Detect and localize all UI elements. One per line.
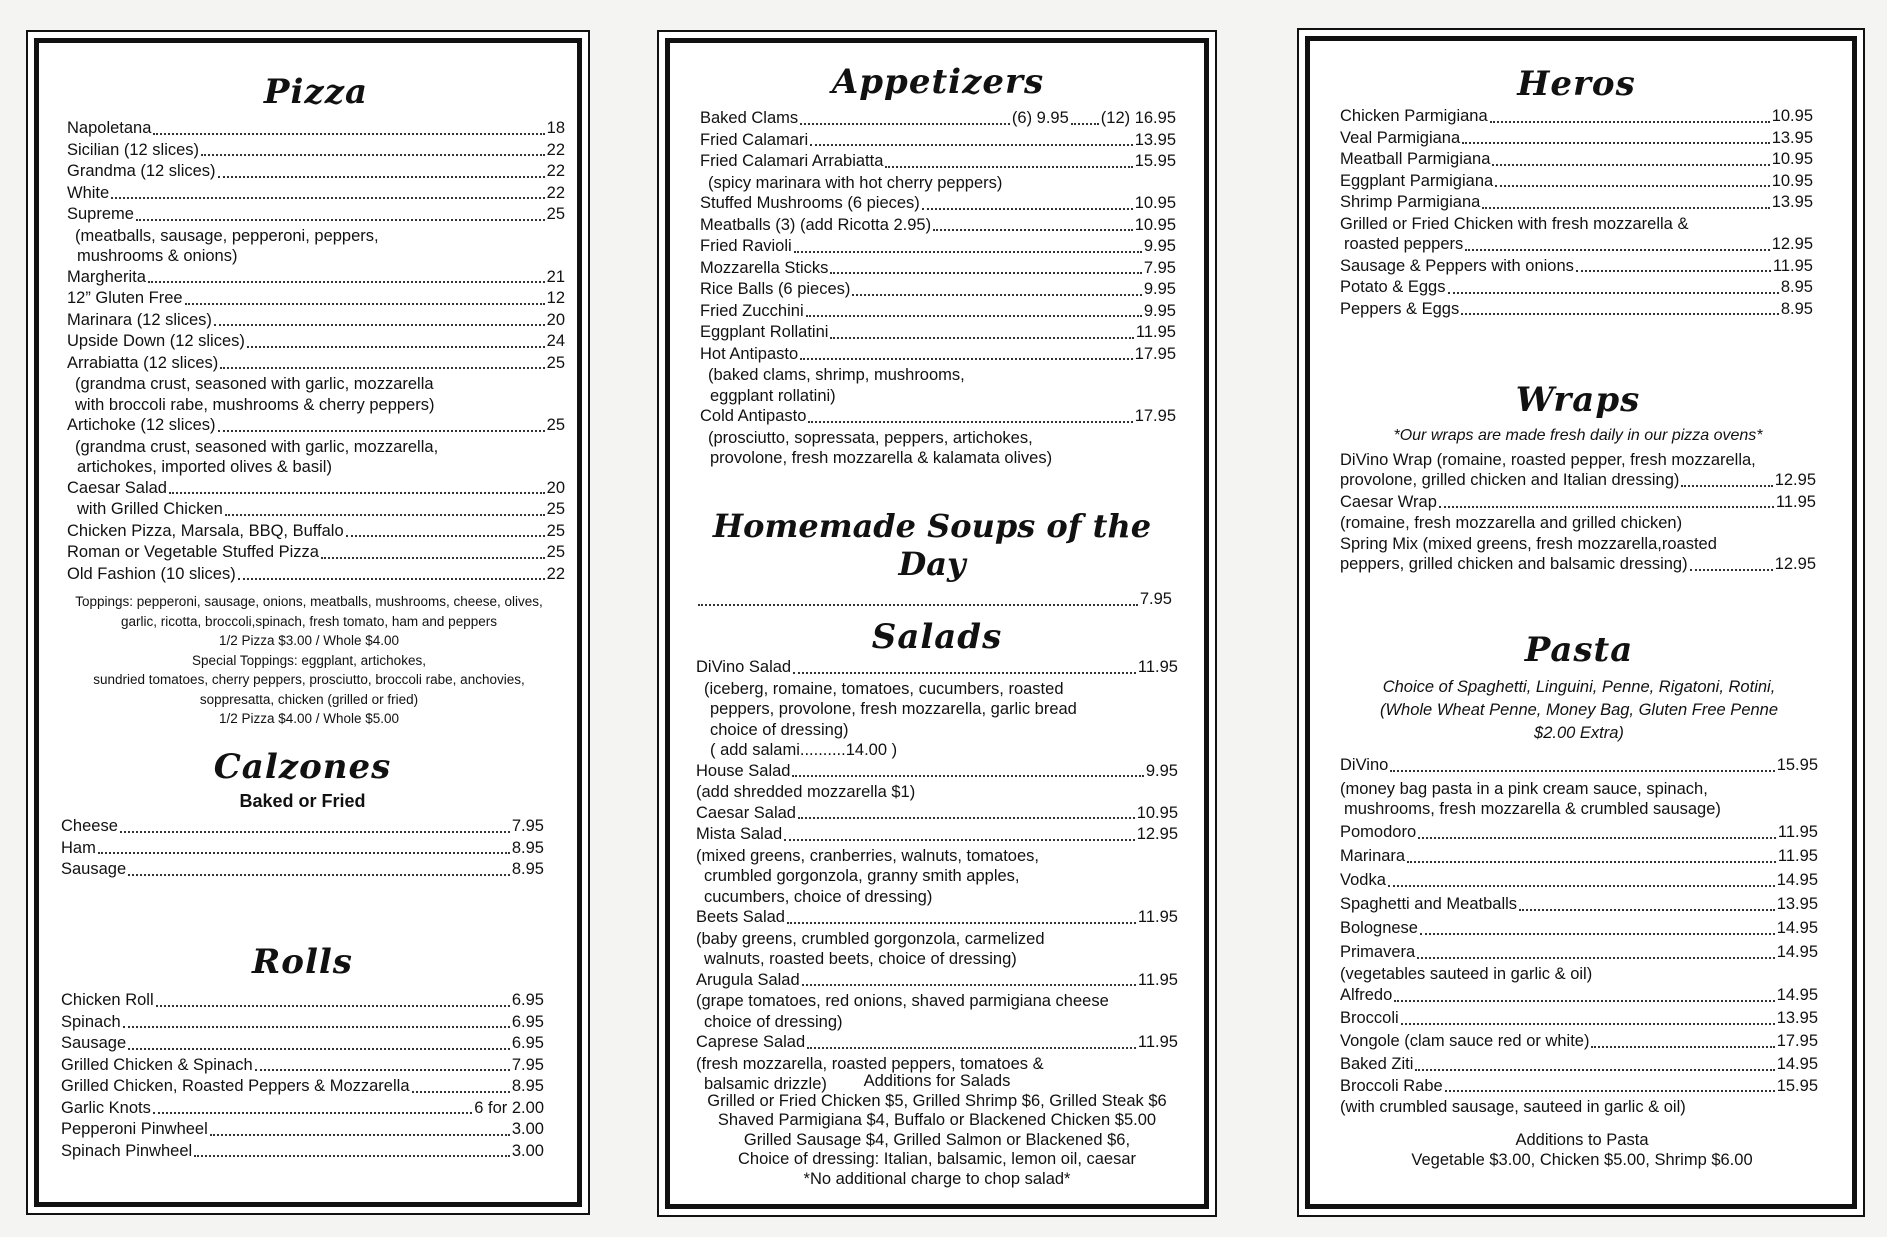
item-description: (add shredded mozzarella $1)	[696, 783, 916, 801]
pasta-additions	[1319, 1131, 1845, 1170]
item-description: (prosciutto, sopressata, peppers, artichokes,	[708, 428, 1033, 447]
item-description: crumbled gorgonzola, granny smith apples,	[704, 867, 1020, 885]
menu-item: Broccoli 13.95	[1340, 1009, 1818, 1027]
soups-title: Homemade Soups of the Day	[712, 507, 1152, 583]
menu-item: Grilled Chicken & Spinach 7.95	[61, 1055, 544, 1074]
menu-item: Marinara 11.95	[1340, 846, 1818, 865]
salads-title: Salads	[871, 617, 1003, 657]
salads-section	[696, 617, 1178, 1095]
menu-item: Cheese 7.95	[61, 817, 544, 835]
menu-item: provolone, grilled chicken and Italian dressing) 12.95	[1340, 471, 1816, 489]
heros-section	[1340, 64, 1813, 320]
menu-item: Sicilian (12 slices) 22	[67, 140, 565, 159]
additions-text: Shaved Parmigiana $4, Buffalo or Blackened Chicken $5.00	[717, 1111, 1157, 1129]
special-toppings-text: sundried tomatoes, cherry peppers, prosciutto, broccoli rabe, anchovies,	[93, 672, 525, 687]
menu-item: Supreme 25	[67, 205, 565, 223]
additions-text: Choice of dressing: Italian, balsamic, lemon oil, caesar	[737, 1150, 1137, 1168]
pizza-section	[67, 72, 565, 585]
menu-item: Cold Antipasto 17.95	[700, 407, 1176, 425]
item-description: peppers, provolone, fresh mozzarella, garlic bread	[710, 700, 1077, 718]
menu-item: with Grilled Chicken 25	[77, 500, 565, 518]
pasta-choice: $2.00 Extra)	[1534, 724, 1624, 742]
menu-item: Baked Clams (6) 9.95 (12) 16.95	[700, 109, 1176, 127]
wraps-note: *Our wraps are made fresh daily in our pizza ovens*	[1393, 427, 1763, 444]
menu-item: Peppers & Eggs 8.95	[1340, 299, 1813, 318]
toppings-text: Toppings: pepperoni, sausage, onions, meatballs, mushrooms, cheese, olives,	[75, 594, 543, 609]
item-description: ( add salami..........14.00 )	[710, 741, 898, 759]
menu-item: Broccoli Rabe 15.95	[1340, 1077, 1818, 1095]
menu-item: Fried Calamari Arrabiatta 15.95	[700, 152, 1176, 170]
wraps-title: Wraps	[1515, 380, 1641, 420]
menu-item: Spinach Pinwheel 3.00	[61, 1141, 544, 1160]
menu-item: DiVino 15.95	[1340, 756, 1818, 774]
menu-item: Caesar Salad 20	[67, 478, 565, 497]
soups-section	[692, 507, 1172, 611]
heros-title: Heros	[1517, 64, 1636, 104]
item-description: (grape tomatoes, red onions, shaved parmigiana cheese	[696, 992, 1109, 1010]
menu-item: 12” Gluten Free 12	[67, 289, 565, 307]
rolls-title: Rolls	[252, 942, 353, 982]
menu-item: Garlic Knots 6 for 2.00	[61, 1098, 544, 1117]
pizza-title: Pizza	[263, 72, 369, 112]
calzones-subtitle: Baked or Fried	[239, 791, 366, 811]
item-description: provolone, fresh mozzarella & kalamata olives)	[710, 449, 1053, 467]
menu-item: Grilled Chicken, Roasted Peppers & Mozzarella 8.95	[61, 1077, 544, 1095]
calzones-title: Calzones	[213, 747, 392, 787]
menu-item: Arrabiatta (12 slices) 25	[67, 353, 565, 372]
additions-text: Grilled or Fried Chicken $5, Grilled Shrimp $6, Grilled Steak $6	[707, 1091, 1167, 1110]
special-toppings-text: Special Toppings: eggplant, artichokes,	[192, 652, 426, 668]
menu-item: 7.95	[692, 589, 1172, 611]
menu-item: Sausage 8.95	[61, 860, 544, 878]
menu-item: Rice Balls (6 pieces) 9.95	[700, 280, 1176, 298]
item-description: choice of dressing)	[710, 720, 849, 739]
item-description: eggplant rollatini)	[710, 386, 836, 405]
pasta-title: Pasta	[1524, 630, 1634, 670]
item-description: (baby greens, crumbled gorgonzola, carmelized	[696, 929, 1045, 948]
item-description: (spicy marinara with hot cherry peppers)	[708, 173, 1003, 192]
menu-item: Pepperoni Pinwheel 3.00	[61, 1120, 544, 1138]
menu-item: Stuffed Mushrooms (6 pieces) 10.95	[700, 194, 1176, 212]
item-description: (money bag pasta in a pink cream sauce, spinach,	[1340, 779, 1708, 798]
menu-item: Chicken Pizza, Marsala, BBQ, Buffalo 25	[67, 521, 565, 540]
item-description: choice of dressing)	[704, 1012, 843, 1031]
menu-item: Fried Ravioli 9.95	[700, 237, 1176, 255]
menu-item: Spaghetti and Meatballs 13.95	[1340, 894, 1818, 913]
item-description: Grilled or Fried Chicken with fresh mozzarella &	[1340, 214, 1689, 233]
item-description: DiVino Wrap (romaine, roasted pepper, fresh mozzarella,	[1340, 450, 1756, 469]
toppings-price: 1/2 Pizza $3.00 / Whole $4.00	[218, 633, 400, 648]
menu-item: Primavera 14.95	[1340, 942, 1818, 961]
item-description: Spring Mix (mixed greens, fresh mozzarella,roasted	[1340, 534, 1717, 553]
item-description: (grandma crust, seasoned with garlic, mozzarella	[75, 375, 434, 393]
menu-item: Spinach 6.95	[61, 1012, 544, 1031]
special-toppings-price: 1/2 Pizza $4.00 / Whole $5.00	[218, 711, 400, 726]
item-description: (with crumbled sausage, sauteed in garlic & oil)	[1340, 1098, 1686, 1116]
menu-item: Beets Salad 11.95	[696, 908, 1178, 926]
menu-item: Grandma (12 slices) 22	[67, 162, 565, 180]
menu-item: Mista Salad 12.95	[696, 825, 1178, 843]
menu-item: Chicken Parmigiana 10.95	[1340, 107, 1813, 125]
appetizers-section	[700, 62, 1176, 469]
additions-heading: Additions for Salads	[863, 1072, 1011, 1090]
menu-item: Fried Zucchini 9.95	[700, 301, 1176, 320]
menu-item: Eggplant Rollatini 11.95	[700, 323, 1176, 341]
item-description: (vegetables sauteed in garlic & oil)	[1340, 964, 1593, 983]
pizza-items	[67, 118, 565, 585]
menu-item: Fried Calamari 13.95	[700, 130, 1176, 149]
menu-item: Old Fashion (10 slices) 22	[67, 564, 565, 583]
wraps-section	[1340, 380, 1816, 576]
additions-heading: Additions to Pasta	[1515, 1131, 1649, 1149]
menu-item: White 22	[67, 183, 565, 202]
appetizers-title: Appetizers	[831, 62, 1045, 102]
menu-item: Eggplant Parmigiana 10.95	[1340, 171, 1813, 190]
item-description: with broccoli rabe, mushrooms & cherry peppers)	[75, 395, 435, 414]
item-description: cucumbers, choice of dressing)	[704, 887, 933, 906]
menu-item: Artichoke (12 slices) 25	[67, 416, 565, 434]
menu-item: Baked Ziti 14.95	[1340, 1055, 1818, 1073]
additions-text: Vegetable $3.00, Chicken $5.00, Shrimp $6.00	[1411, 1150, 1753, 1169]
menu-item: House Salad 9.95	[696, 761, 1178, 780]
menu-item: Ham 8.95	[61, 838, 544, 857]
additions-note: *No additional charge to chop salad*	[803, 1169, 1071, 1188]
menu-item: Meatballs (3) (add Ricotta 2.95) 10.95	[700, 215, 1176, 234]
item-description: mushrooms, fresh mozzarella & crumbled sausage)	[1344, 800, 1721, 818]
menu-item: peppers, grilled chicken and balsamic dressing) 12.95	[1340, 555, 1816, 573]
menu-item: Sausage & Peppers with onions 11.95	[1340, 256, 1813, 275]
item-description: (fresh mozzarella, roasted peppers, tomatoes &	[696, 1054, 1044, 1073]
rolls-section	[61, 942, 544, 1162]
menu-panel-left	[26, 30, 590, 1215]
item-description: balsamic drizzle)	[704, 1075, 827, 1093]
menu-panel-right	[1297, 28, 1865, 1217]
item-description: (romaine, fresh mozzarella and grilled chicken)	[1340, 514, 1683, 532]
toppings-text: garlic, ricotta, broccoli,spinach, fresh tomato, ham and peppers	[121, 613, 497, 629]
menu-item: Napoletana 18	[67, 119, 565, 137]
item-description: walnuts, roasted beets, choice of dressing)	[704, 950, 1017, 968]
menu-item: Vodka 14.95	[1340, 870, 1818, 889]
item-description: artichokes, imported olives & basil)	[77, 458, 332, 476]
menu-item: Margherita 21	[67, 267, 565, 286]
menu-item: Sausage 6.95	[61, 1034, 544, 1052]
pasta-choice: Choice of Spaghetti, Linguini, Penne, Rigatoni, Rotini,	[1382, 678, 1776, 696]
menu-item: Alfredo 14.95	[1340, 986, 1818, 1004]
special-toppings-text: soppresatta, chicken (grilled or fried)	[199, 691, 419, 707]
pasta-choice: (Whole Wheat Penne, Money Bag, Gluten Free Penne	[1379, 701, 1779, 719]
menu-item: Caesar Wrap 11.95	[1340, 492, 1816, 511]
menu-item: Pomodoro 11.95	[1340, 822, 1818, 841]
menu-item: Potato & Eggs 8.95	[1340, 278, 1813, 296]
menu-panel-center	[657, 30, 1217, 1217]
item-description: mushrooms & onions)	[77, 247, 238, 265]
menu-item: Vongole (clam sauce red or white) 17.95	[1340, 1032, 1818, 1050]
menu-item: DiVino Salad 11.95	[696, 658, 1178, 676]
item-description: (grandma crust, seasoned with garlic, mozzarella,	[75, 437, 439, 456]
menu-item: Shrimp Parmigiana 13.95	[1340, 193, 1813, 211]
menu-item: Marinara (12 slices) 20	[67, 310, 565, 329]
menu-item: Mozzarella Sticks 7.95	[700, 258, 1176, 277]
menu-item: Caprese Salad 11.95	[696, 1033, 1178, 1051]
menu-item: roasted peppers 12.95	[1344, 235, 1813, 253]
menu-item: Arugula Salad 11.95	[696, 970, 1178, 989]
pasta-section	[1340, 630, 1818, 1118]
toppings-section	[42, 592, 576, 729]
menu-item: Hot Antipasto 17.95	[700, 344, 1176, 363]
menu-item: Bolognese 14.95	[1340, 918, 1818, 937]
additions-text: Grilled Sausage $4, Grilled Salmon or Blackened $6,	[743, 1130, 1131, 1149]
calzones-section	[61, 747, 544, 881]
item-description: (baked clams, shrimp, mushrooms,	[708, 366, 965, 384]
menu-item: Chicken Roll 6.95	[61, 991, 544, 1009]
item-description: (meatballs, sausage, pepperoni, peppers,	[75, 226, 379, 245]
item-description: (iceberg, romaine, tomatoes, cucumbers, roasted	[704, 679, 1064, 698]
item-description: (mixed greens, cranberries, walnuts, tomatoes,	[696, 846, 1039, 865]
menu-item: Meatball Parmigiana 10.95	[1340, 150, 1813, 168]
menu-item: Upside Down (12 slices) 24	[67, 332, 565, 350]
menu-item: Roman or Vegetable Stuffed Pizza 25	[67, 543, 565, 561]
menu-item: Caesar Salad 10.95	[696, 803, 1178, 822]
salad-additions	[669, 1072, 1205, 1189]
menu-item: Veal Parmigiana 13.95	[1340, 128, 1813, 147]
